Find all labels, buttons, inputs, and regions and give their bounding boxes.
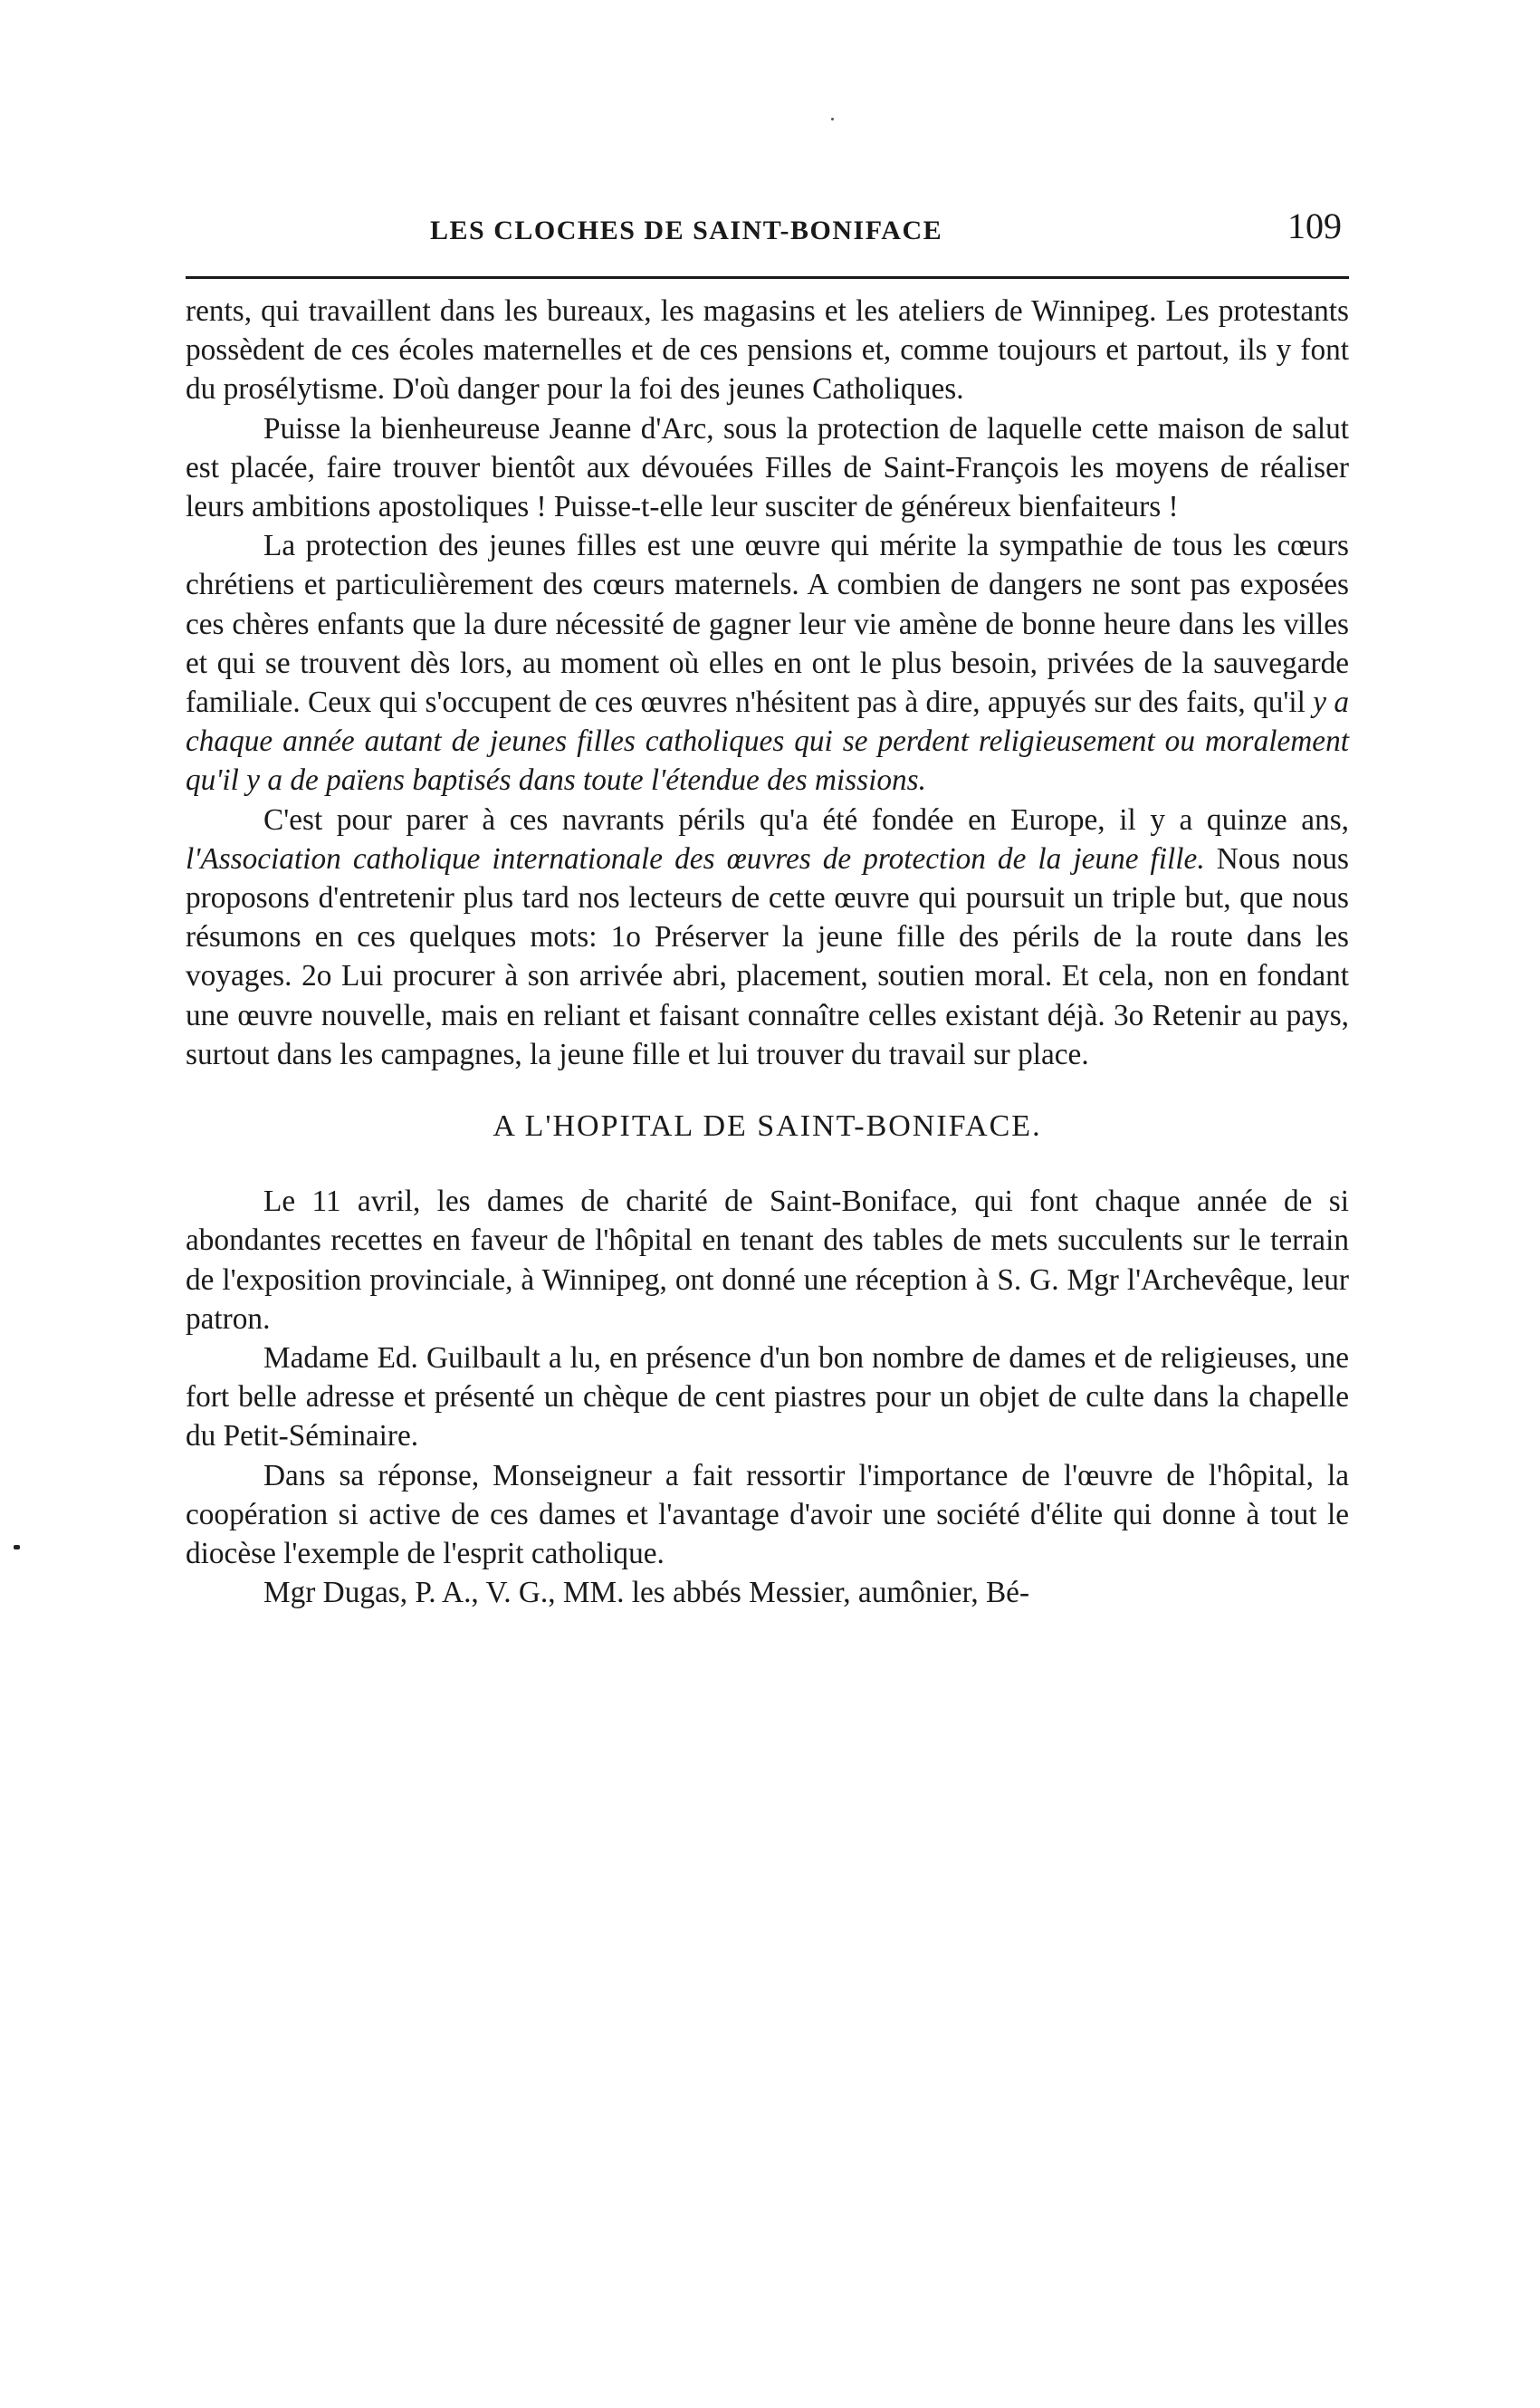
margin-mark (14, 1545, 20, 1549)
paragraph-jeanne-darc: Puisse la bienheureuse Jeanne d'Arc, sous la protection de laquelle cette maison de salut est placée, faire trouver bientôt aux dévouées Filles de Saint-François les moyens de réaliser leurs ambitions apostoliques ! Puisse-t-elle leur susciter de généreux bienfaiteurs ! (186, 411, 1349, 524)
paragraph-protection-quote: y a chaque année autant de jeunes filles catholiques qui se perdent religieusement ou moralement qu'il y a de païens baptisés dans toute l'étendue des missions. (186, 686, 1349, 798)
paragraph-reponse: Dans sa réponse, Monseigneur a fait ressortir l'importance de l'œuvre de l'hôpital, la coopération si active de ces dames et l'avantage d'avoir une société d'élite qui donne à tout le diocèse l'exemple de l'esprit catholique. (186, 1458, 1349, 1571)
body-text (186, 292, 1349, 1613)
section-heading: A L'HOPITAL DE SAINT-BONIFACE. (493, 1109, 1042, 1144)
paragraph-protection (186, 526, 1349, 800)
paragraph-guilbault: Madame Ed. Guilbault a lu, en présence d'un bon nombre de dames et de religieuses, une fort belle adresse et présenté un chèque de cent piastres pour un objet de culte dans la chapelle du Petit-Séminaire. (186, 1341, 1349, 1453)
association-name: l'Association catholique internationale des œuvres de protection de la jeune fille. (186, 841, 1205, 876)
header-rule (186, 276, 1349, 279)
paragraph-protection-text: La protection des jeunes filles est une œuvre qui mérite la sympathie de tous les cœurs chrétiens et particulièrement des cœurs maternels. A combien de dangers ne sont pas exposées ces chères enfants que la dure nécessité de gagner leur vie amène de bonne heure dans les villes et qui se trouvent dès lors, au moment où elles en ont le plus besoin, privées de la sauvegarde familiale. Ceux qui s'occupent de ces œuvres n'hésitent pas à dire, appuyés sur des faits, qu'il (186, 529, 1349, 720)
print-speck (831, 118, 834, 120)
running-title: LES CLOCHES DE SAINT-BONIFACE (430, 216, 943, 245)
page-number: 109 (1287, 206, 1342, 246)
paragraph-association-rest: Nous nous proposons d'entretenir plus tard nos lecteurs de cette œuvre qui poursuit un triple but, que nous résumons en ces quelques mots: 1o Préserver la jeune fille des périls de la route dans les voyages. 2o Lui procurer à son arrivée abri, placement, soutien moral. Et cela, non en fondant une œuvre nouvelle, mais en reliant et faisant connaître celles existant déjà. 3o Retenir au pays, surtout dans les campagnes, la jeune fille et lui trouver du travail sur place. (186, 841, 1350, 1071)
running-head (186, 201, 1349, 264)
paragraph-reception: Le 11 avril, les dames de charité de Saint-Boniface, qui font chaque année de si abondantes recettes en faveur de l'hôpital en tenant des tables de mets succulents sur le terrain de l'exposition provinciale, à Winnipeg, ont donné une réception à S. G. Mgr l'Archevêque, leur patron. (186, 1185, 1349, 1336)
paragraph-continuation: rents, qui travaillent dans les bureaux, les magasins et les ateliers de Winnipeg. Les protestants possèdent de ces écoles maternelles et de ces pensions et, comme toujours et partout, ils y font du prosélytisme. D'où danger pour la foi des jeunes Catholiques. (186, 294, 1349, 407)
paragraph-association-intro: C'est pour parer à ces navrants périls qu'a été fondée en Europe, il y a quinze ans, (263, 802, 1349, 837)
paragraph-association (186, 801, 1349, 1074)
paragraph-dugas: Mgr Dugas, P. A., V. G., MM. les abbés Messier, aumônier, Bé- (263, 1576, 1030, 1610)
